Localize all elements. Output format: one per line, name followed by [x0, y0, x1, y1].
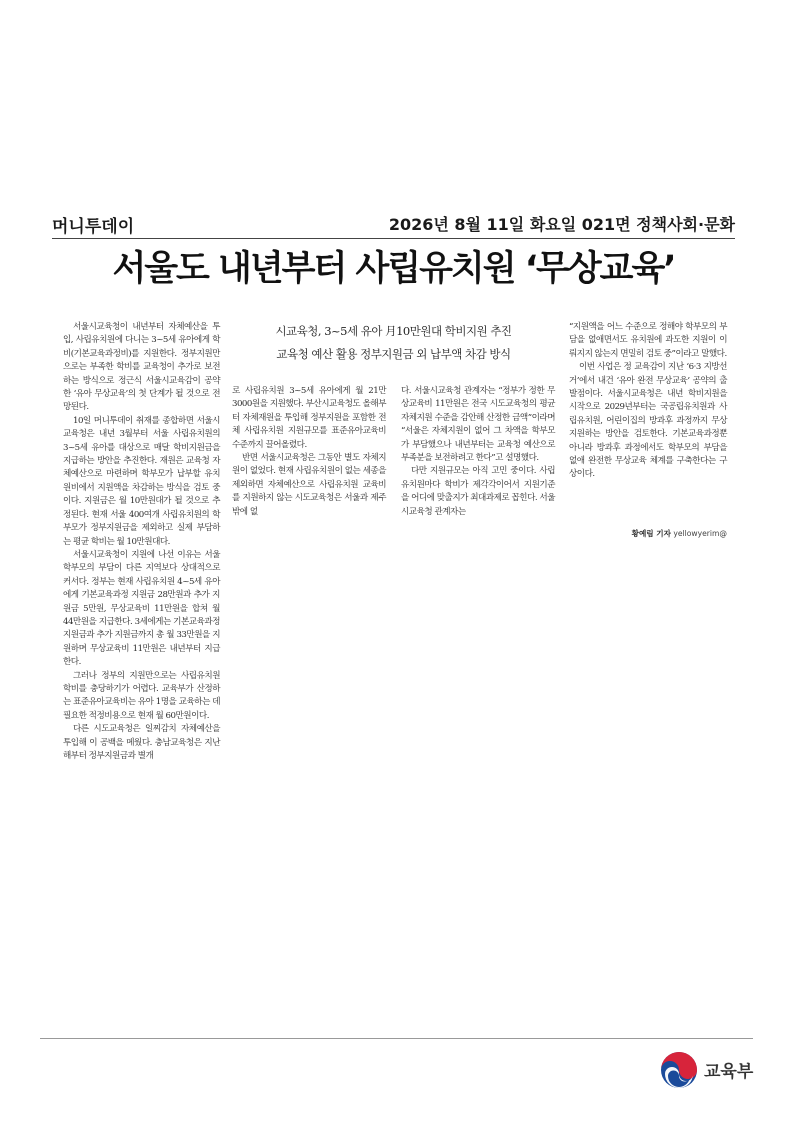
paragraph: 다. 서울시교육청 관계자는 “정부가 정한 무상교육비 11만원은 전국 시도교육청의 평균 자체지원 수준을 감안해 산정한 금액”이라며 “서울은 자체지원이 없어 그 차액을 학부모가 부담했으나 내년부터는 교육청 예산으로 부족분을 보전하려고 한다”고 설명했다.	[401, 386, 555, 464]
paragraph: 다만 지원규모는 아직 고민 중이다. 사립유치원마다 학비가 제각각이어서 지원기준을 어디에 맞출지가 최대과제로 꼽힌다. 서울시교육청 관계자는	[401, 466, 555, 517]
subhead-line-2: 교육청 예산 활용 정부지원금 외 납부액 차감 방식	[276, 347, 511, 361]
paragraph: 이번 사업은 정 교육감이 지난 ‘6·3 지방선거’에서 내건 ‘유아 완전 무상교육’ 공약의 출발점이다. 서울시교육청은 내년 학비지원을 시작으로 2029년부터는 국공립유치원과 사립유치원, 어린이집의 방과후 과정까지 무상지원하는 방안을 검토한다. 기본교육과정뿐 아니라 방과후 과정에서도 학부모의 부담을 없애 완전한 무상교육 체계를 구축한다는 구상이다.	[569, 362, 727, 480]
paragraph: 서울시교육청이 내년부터 자체예산을 투입, 사립유치원에 다니는 3~5세 유아에게 학비(기본교육과정비)를 지원한다. 정부지원만으로는 부족한 학비를 교육청이 추가로 보전하는 방식으로 정근식 서울시교육감이 공약한 ‘유아 무상교육’의 첫 단계가 될 것으로 전망된다.	[63, 322, 220, 413]
footer-rule	[40, 1038, 753, 1039]
publication-name: 머니투데이	[52, 217, 135, 237]
article-column-3	[401, 385, 555, 519]
header-rule	[52, 238, 735, 239]
ministry-emblem-icon	[659, 1050, 699, 1090]
paragraph: 그러나 정부의 지원만으로는 사립유치원 학비를 충당하기가 어렵다. 교육부가 산정하는 표준유아교육비는 유아 1명을 교육하는 데 필요한 적정비용으로 현재 월 60만원이다.	[63, 670, 220, 721]
subhead	[232, 320, 555, 366]
headline: 서울도 내년부터 사립유치원 ‘무상교육’	[112, 249, 675, 289]
date-section: 2026년 8월 11일 화요일 021면 정책사회·문화	[388, 215, 735, 234]
subhead-line-1: 시교육청, 3~5세 유아 月10만원대 학비지원 추진	[275, 324, 512, 338]
paragraph: “지원액을 어느 수준으로 정해야 학부모의 부담을 없애면서도 유치원에 과도한 지원이 이뤄지지 않는지 면밀히 검토 중”이라고 말했다.	[569, 322, 727, 359]
paragraph: 서울시교육청이 지원에 나선 이유는 서울 학부모의 부담이 다른 지역보다 상대적으로 커서다. 정부는 현재 사립유치원 4~5세 유아에게 기본교육과정 지원금 28만원과 추가 지원금 5만원, 무상교육비 11만원을 합쳐 월 44만원을 지급한다. 3세에게는 기본교육과정 지원금과 추가 지원금까지 총 월 33만원을 지원하며 무상교육비 11만원은 내년부터 지급한다.	[63, 549, 220, 668]
paragraph: 반면 서울시교육청은 그동안 별도 자체지원이 없었다. 현재 사립유치원이 없는 세종을 제외하면 자체예산으로 사립유치원 교육비를 지원하지 않는 시도교육청은 서울과 제주밖에 없	[232, 453, 386, 517]
byline	[632, 528, 727, 539]
paragraph: 로 사립유치원 3~5세 유아에게 월 21만3000원을 지원했다. 부산시교육청도 올해부터 자체재원을 투입해 정부지원을 포함한 전체 사립유치원 지원규모를 표준유아교육비 수준까지 끌어올렸다.	[232, 386, 386, 450]
article-column-4	[569, 321, 727, 482]
paragraph: 10일 머니투데이 취재를 종합하면 서울시교육청은 내년 3월부터 서울 사립유치원의 3~5세 유아를 대상으로 매달 학비지원금을 지급하는 방안을 추진한다. 재원은 교육청 자체예산으로 마련하며 학부모가 납부할 유치원비에서 지원액을 차감하는 방식을 검토 중이다. 지원금은 월 10만원대가 될 것으로 추정된다. 현재 서울 400여개 사립유치원의 학부모가 정부지원금을 제외하고 실제 부담하는 평균 학비는 월 10만원대다.	[63, 415, 220, 547]
paragraph: 다른 시도교육청은 일찌감치 자체예산을 투입해 이 공백을 메웠다. 충남교육청은 지난해부터 정부지원금과 별개	[63, 724, 220, 761]
ministry-name: 교육부	[704, 1062, 754, 1082]
article-column-1	[63, 321, 220, 763]
article-column-2	[232, 385, 386, 519]
reporter-email: yellowyerim@	[673, 529, 727, 538]
reporter-name: 황예림 기자	[631, 529, 671, 538]
